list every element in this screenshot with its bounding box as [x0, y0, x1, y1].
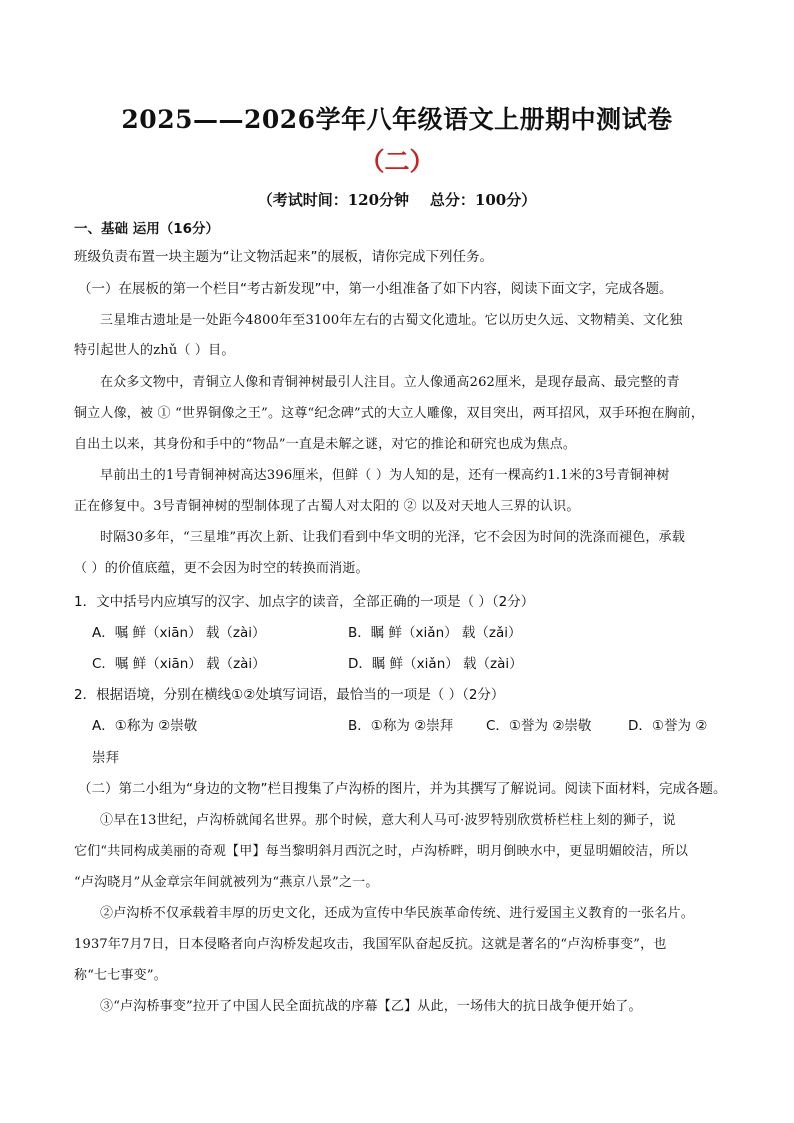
passage2-line: ②卢沟桥不仅承载着丰厚的历史文化，还成为宣传中华民族革命传统、进行爱国主义教育的一张名片。 [100, 906, 695, 921]
passage2-line: 它们“共同构成美丽的奇观【甲】每当黎明斜月西沉之时，卢沟桥畔，明月倒映水中，更显明媚皎洁，所以 [74, 844, 689, 859]
q1-option-d[interactable]: D．瞩 鲜（xiǎn） 载（zài） [348, 656, 523, 672]
passage1-line: 时隔30多年，“三星堆”再次上新、让我们看到中华文明的光泽，它不会因为时间的洗涤而褪色，承载 [100, 530, 686, 545]
passage2-line: ③“卢沟桥事变”拉开了中国人民全面抗战的序幕【乙】从此，一场伟大的抗日战争便开始了。 [100, 999, 642, 1014]
q1-option-a[interactable]: A．嘱 鲜（xiān） 载（zài） [92, 625, 266, 641]
part1-intro: （一）在展板的第一个栏目“考古新发现”中，第一小组准备了如下内容，阅读下面文字，完成各题。 [78, 281, 673, 297]
passage1-line: 铜立人像，被 ① “世界铜像之王”。这尊“纪念碑”式的大立人雕像，双目突出，两耳招风，双手环抱在胸前， [74, 406, 705, 421]
passage2-line: 称“七七事变”。 [74, 968, 167, 983]
passage1-line: 三星堆古遗址是一处距今4800年至3100年左右的古蜀文化遗址。它以历史久远、文物精美、文化独 [100, 313, 683, 328]
passage2-line: “卢沟晓月”从金章宗年间就被列为“燕京八景”之一。 [74, 875, 379, 890]
q2-option-d-continued: 崇拜 [92, 750, 119, 766]
section-intro: 班级负责布置一块主题为“让文物活起来”的展板，请你完成下列任务。 [74, 249, 493, 265]
question-2-stem: 2．根据语境，分别在横线①②处填写词语，最恰当的一项是（ ）（2分） [74, 687, 505, 703]
passage2-line: ①早在13世纪，卢沟桥就闻名世界。那个时候，意大利人马可·波罗特别欣赏桥栏柱上刻的狮子，说 [100, 813, 676, 828]
q1-option-c[interactable]: C．嘱 鲜（xiān） 载（zài） [92, 656, 266, 672]
passage1-line: 早前出土的1号青铜神树高达396厘米，但鲜（ ）为人知的是，还有一棵高约1.1米的3号青铜神树 [100, 468, 670, 483]
section-heading: 一、基础 运用（16分） [74, 221, 219, 237]
exam-info: （考试时间：120分钟 总分：100分） [257, 191, 537, 209]
passage1-line: 正在修复中。3号青铜神树的型制体现了古蜀人对太阳的 ② 以及对天地人三界的认识。 [74, 499, 580, 514]
q2-option-b[interactable]: B．①称为 ②崇拜 [348, 718, 454, 734]
passage1-line: 特引起世人的zhǔ（ ）目。 [74, 343, 235, 358]
part2-intro: （二）第二小组为“身边的文物”栏目搜集了卢沟桥的图片，并为其撰写了解说词。阅读下面材料，完成各题。 [78, 781, 727, 797]
passage1-line: 自出土以来，其身份和手中的“物品”一直是未解之谜，对它的推论和研究也成为焦点。 [74, 437, 577, 452]
passage2-line: 1937年7月7日，日本侵略者向卢沟桥发起攻击，我国军队奋起反抗。这就是著名的“卢沟桥事变”，也 [74, 937, 667, 952]
q2-option-a[interactable]: A．①称为 ②崇敬 [92, 718, 198, 734]
passage1-line: 在众多文物中，青铜立人像和青铜神树最引人注目。立人像通高262厘米，是现存最高、最完整的青 [100, 375, 680, 390]
q1-option-b[interactable]: B．瞩 鲜（xiǎn） 载（zǎi） [348, 625, 522, 641]
question-1-stem: 1．文中括号内应填写的汉字、加点字的读音，全部正确的一项是（ ）（2分） [74, 594, 535, 610]
exam-title: 2025——2026学年八年级语文上册期中测试卷 [121, 105, 673, 134]
q2-option-d[interactable]: D．①誉为 ② [628, 718, 708, 734]
q2-option-c[interactable]: C．①誉为 ②崇敬 [486, 718, 592, 734]
passage1-line: （ ）的价值底蕴，更不会因为时空的转换而消逝。 [74, 561, 369, 576]
exam-subtitle: （二） [359, 147, 435, 176]
